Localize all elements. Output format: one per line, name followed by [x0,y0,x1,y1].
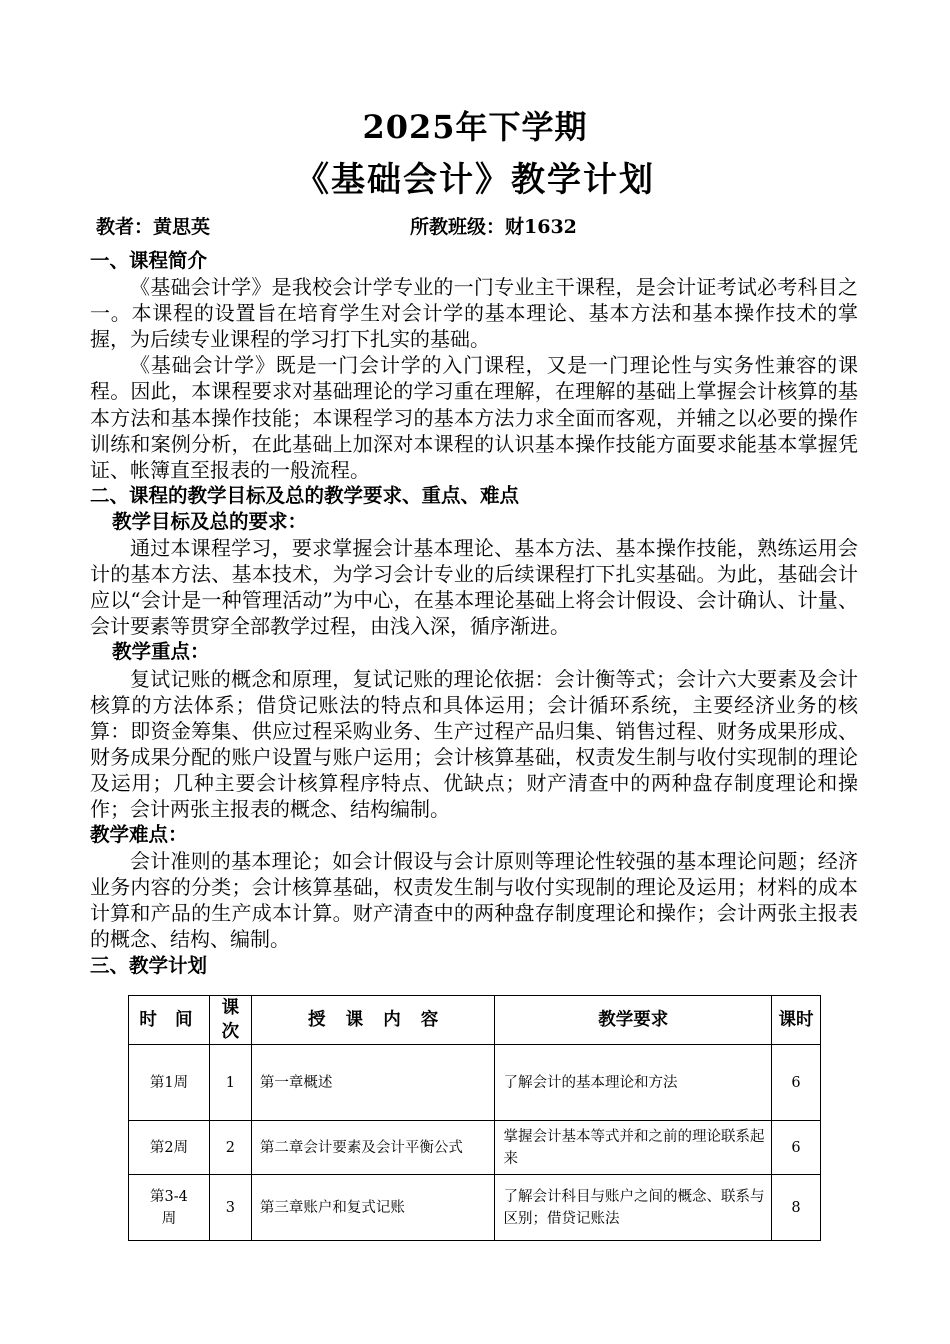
teacher-label: 教者：黄思英 [96,216,211,238]
cell-content: 第二章会计要素及会计平衡公式 [251,1121,495,1175]
goals-paragraph: 通过本课程学习，要求掌握会计基本理论、基本方法、基本操作技能，熟练运用会计的基本方法、基本技术，为学习会计专业的后续课程打下扎实基础。为此，基础会计应以“会计是一种管理活动”为中心，在基本理论基础上将会计假设、会计确认、计量、会计要素等贯穿全部教学过程，由浅入深，循序渐进。 [90,536,858,639]
cell-content: 第三章账户和复式记账 [251,1175,495,1241]
section2-heading: 二、课程的教学目标及总的教学要求、重点、难点 [90,483,520,507]
key-points-heading: 教学重点： [112,640,210,664]
difficult-points-paragraph: 会计准则的基本理论；如会计假设与会计原则等理论性较强的基本理论问题；经济业务内容的分类；会计核算基础，权责发生制与收付实现制的理论及运用；材料的成本计算和产品的生产成本计算。财产清查中的两种盘存制度理论和操作；会计两张主报表的概念、结构、编制。 [90,849,858,952]
document-body [90,248,858,979]
col-header-lesson: 课次 [209,996,251,1045]
section1-heading: 一、课程简介 [90,249,208,272]
cell-requirement: 了解会计的基本理论和方法 [495,1045,772,1121]
cell-lesson: 1 [209,1045,251,1121]
cell-lesson: 2 [209,1121,251,1175]
cell-requirement: 了解会计科目与账户之间的概念、联系与区别；借贷记账法 [495,1175,772,1241]
cell-hours: 6 [772,1045,821,1121]
cell-hours: 6 [772,1121,821,1175]
semester-title: 2025年下学期 [362,108,588,146]
table-row [129,1045,821,1121]
table-row [129,1175,821,1241]
difficult-points-heading: 教学难点： [90,823,188,847]
goals-heading: 教学目标及总的要求： [112,509,308,533]
class-label: 所教班级：财1632 [410,216,577,238]
cell-lesson: 3 [209,1175,251,1241]
table-row [129,1121,821,1175]
table-header-row [129,996,821,1045]
course-title: 《基础会计》教学计划 [295,160,655,200]
col-header-time: 时 间 [129,996,210,1045]
cell-time: 第1周 [129,1045,210,1121]
col-header-hours: 课时 [772,996,821,1045]
cell-requirement: 掌握会计基本等式并和之前的理论联系起来 [495,1121,772,1175]
col-header-content: 授 课 内 容 [251,996,495,1045]
section3-heading: 三、教学计划 [90,953,208,977]
cell-time: 第3-4周 [129,1175,210,1241]
key-points-paragraph: 复试记账的概念和原理，复试记账的理论依据：会计衡等式；会计六大要素及会计核算的方法体系；借贷记账法的特点和具体运用；会计循环系统，主要经济业务的核算：即资金筹集、供应过程采购业务、生产过程产品归集、销售过程、财务成果形成、财务成果分配的账户设置与账户运用；会计核算基础，权责发生制与收付实现制的理论及运用；几种主要会计核算程序特点、优缺点；财产清查中的两种盘存制度理论和操作；会计两张主报表的概念、结构编制。 [90,666,858,821]
cell-hours: 8 [772,1175,821,1241]
cell-content: 第一章概述 [251,1045,495,1121]
col-header-requirement: 教学要求 [495,996,772,1045]
teaching-plan-table [128,995,821,1241]
intro-paragraph-1: 《基础会计学》是我校会计学专业的一门专业主干课程，是会计证考试必考科目之一。本课程的设置旨在培育学生对会计学的基本理论、基本方法和基本操作技术的掌握，为后续专业课程的学习打下扎实的基础。 [90,275,858,352]
intro-paragraph-2: 《基础会计学》既是一门会计学的入门课程，又是一门理论性与实务性兼容的课程。因此，本课程要求对基础理论的学习重在理解，在理解的基础上掌握会计核算的基本方法和基本操作技能；本课程学习的基本方法力求全面而客观，并辅之以必要的操作训练和案例分析，在此基础上加深对本课程的认识基本操作技能方面要求能基本掌握凭证、帐簿直至报表的一般流程。 [90,353,858,482]
cell-time: 第2周 [129,1121,210,1175]
